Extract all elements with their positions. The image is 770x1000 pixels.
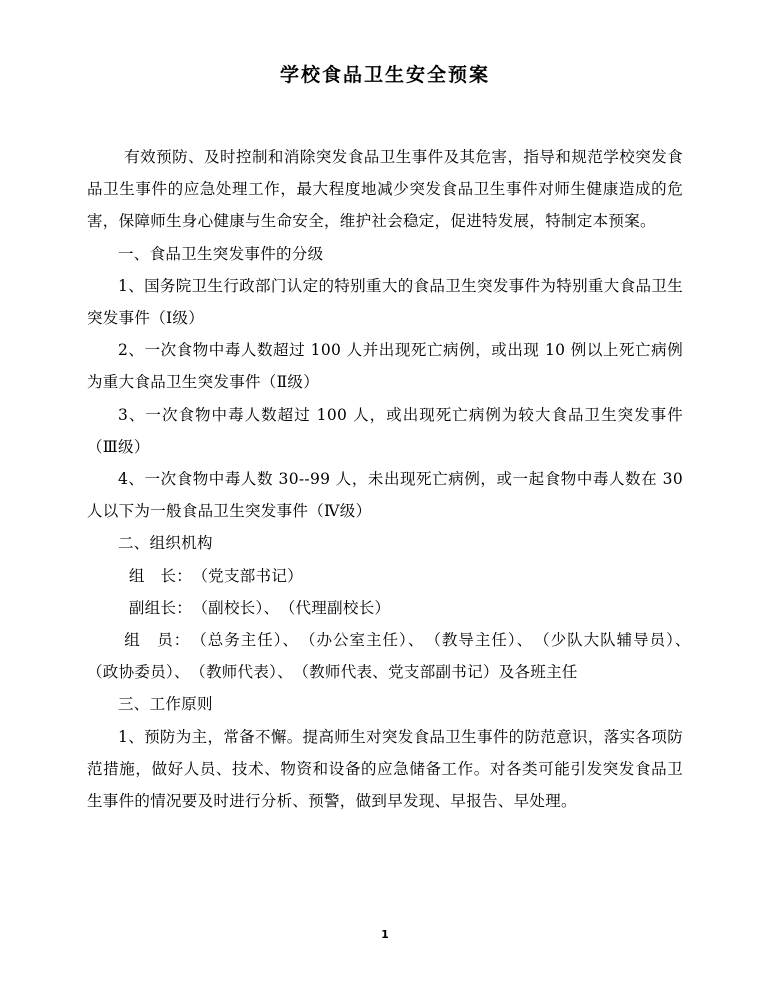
org-leader-line: 组 长： （党支部书记） bbox=[128, 566, 303, 585]
page-number: 1 bbox=[381, 928, 389, 941]
section-heading-organization: 二、组织机构 bbox=[118, 534, 213, 553]
section-heading-principles: 三、工作原则 bbox=[118, 695, 213, 714]
org-members-line: 组 员： （总务主任）、 （办公室主任）、 （教导主任）、 （少队大队辅导员）、 （政协委员）、 （教师代表）、 （教师代表、党支部副书记）及各班主任 bbox=[87, 631, 699, 682]
grading-item-1: 1、国务院卫生行政部门认定的特别重大的食品卫生突发事件为特别重大食品卫生突发事件（Ⅰ级） bbox=[87, 276, 683, 328]
grading-item-4: 4、一次食物中毒人数 30--99 人，未出现死亡病例，或一起食物中毒人数在 30 人以下为一般食品卫生突发事件（Ⅳ级） bbox=[87, 470, 683, 521]
principle-item-1: 1、预防为主，常备不懈。提高师生对突发食品卫生事件的防范意识，落实各项防范措施，做好人员、技术、物资和设备的应急储备工作。对各类可能引发突发食品卫生事件的情况要及时进行分析、预警，做到早发现、早报告、早处理。 bbox=[87, 727, 683, 811]
document-title: 学校食品卫生安全预案 bbox=[279, 64, 490, 86]
section-heading-grading: 一、食品卫生突发事件的分级 bbox=[118, 244, 324, 263]
document-body bbox=[87, 141, 699, 817]
intro-paragraph: 有效预防、及时控制和消除突发食品卫生事件及其危害，指导和规范学校突发食品卫生事件的应急处理工作，最大程度地减少突发食品卫生事件对师生健康造成的危害，保障师生身心健康与生命安全，维护社会稳定，促进特发展，特制定本预案。 bbox=[87, 148, 683, 231]
org-deputy-line: 副组长： （副校长）、 （代理副校长） bbox=[128, 598, 391, 617]
grading-item-2: 2、一次食物中毒人数超过 100 人并出现死亡病例，或出现 10 例以上死亡病例为重大食品卫生突发事件（Ⅱ级） bbox=[87, 341, 683, 392]
grading-item-3: 3、一次食物中毒人数超过 100 人，或出现死亡病例为较大食品卫生突发事件（Ⅲ级） bbox=[87, 405, 683, 456]
